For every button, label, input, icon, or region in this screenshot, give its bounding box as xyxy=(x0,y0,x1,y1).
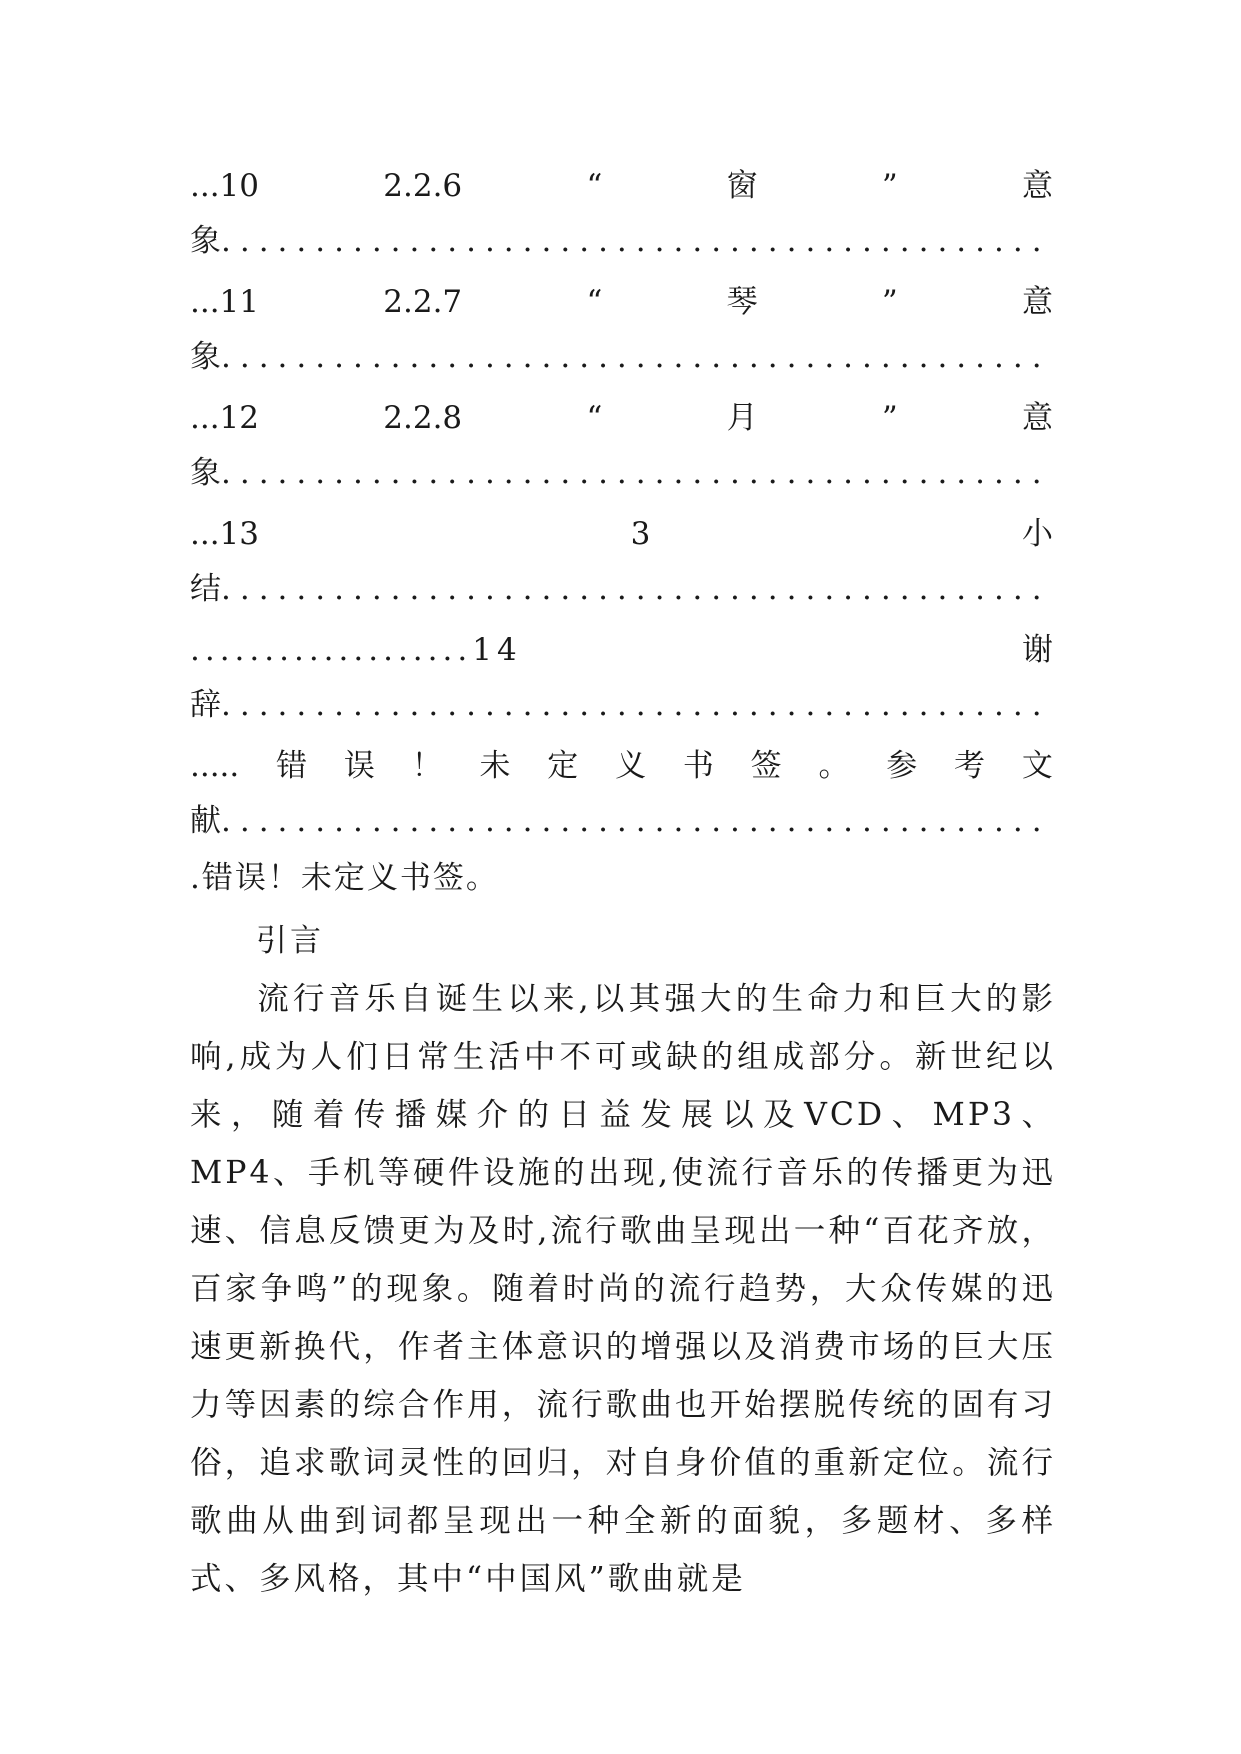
toc-char: 签 xyxy=(750,748,782,784)
toc-leader-dots: ............................................ xyxy=(221,455,1051,491)
toc-leader-dots: ............................................ xyxy=(221,687,1051,723)
body-paragraph xyxy=(190,970,1056,1608)
toc-char: 参 xyxy=(886,748,918,784)
toc-open-quote: “ xyxy=(586,168,603,204)
toc-section-number: 2.2.7 xyxy=(383,284,463,320)
toc-line xyxy=(190,567,1053,611)
toc-char: 。 xyxy=(818,748,850,784)
toc-entry-word: 窗 xyxy=(726,168,758,204)
toc-entry-word: 谢 xyxy=(1022,632,1053,668)
toc-char: 书 xyxy=(682,748,714,784)
toc-close-quote: ” xyxy=(881,168,898,204)
toc-leader-dots: ..... xyxy=(190,748,240,784)
toc-entry-word: 辞 xyxy=(190,687,221,723)
toc-char: 文 xyxy=(1021,748,1053,784)
toc-char: 误 xyxy=(343,748,375,784)
toc-entry-word: 小 xyxy=(1022,516,1053,552)
section-heading: 引言 xyxy=(256,923,324,959)
toc-line xyxy=(190,512,1053,556)
toc-entry-word: 意 xyxy=(1021,168,1053,204)
toc-page-number: ...13 xyxy=(190,516,260,552)
toc-line xyxy=(190,628,1053,672)
toc-char: 考 xyxy=(954,748,986,784)
toc-page-number: ...................14 xyxy=(190,632,522,668)
toc-line xyxy=(190,799,1053,843)
toc-char: 未 xyxy=(479,748,511,784)
toc-line xyxy=(190,744,1053,788)
toc-entry-word: 献 xyxy=(190,803,221,839)
toc-page-number: ...11 xyxy=(190,284,260,320)
toc-leader-dots: ............................................ xyxy=(221,339,1051,375)
toc-line xyxy=(190,396,1053,440)
toc-leader-dots: ............................................ xyxy=(221,223,1051,259)
toc-line xyxy=(190,280,1053,324)
toc-entry-word: 意 xyxy=(1021,400,1053,436)
toc-close-quote: ” xyxy=(881,400,898,436)
paragraph-text: 流行音乐自诞生以来,以其强大的生命力和巨大的影响,成为人们日常生活中不可或缺的组成部分。新世纪以来，随着传播媒介的日益发展以及VCD、MP3、MP4、手机等硬件设施的出现,使流行音乐的传播更为迅速、信息反馈更为及时,流行歌曲呈现出一种“百花齐放，百家争鸣”的现象。随着时尚的流行趋势，大众传媒的迅速更新换代，作者主体意识的增强以及消费市场的巨大压力等因素的综合作用，流行歌曲也开始摆脱传统的固有习俗，追求歌词灵性的回归，对自身价值的重新定位。流行歌曲从曲到词都呈现出一种全新的面貌，多题材、多样式、多风格，其中“中国风”歌曲就是 xyxy=(190,981,1056,1597)
toc-char: ！ xyxy=(411,748,443,784)
toc-open-quote: “ xyxy=(586,284,603,320)
toc-section-number: 2.2.8 xyxy=(383,400,463,436)
toc-line xyxy=(190,451,1053,495)
toc-char: 错 xyxy=(276,748,308,784)
toc-page-number: ...12 xyxy=(190,400,260,436)
toc-leader-dots: ............................................ xyxy=(221,571,1051,607)
toc-error-text: .错误！未定义书签。 xyxy=(190,860,499,896)
toc-char: 定 xyxy=(547,748,579,784)
toc-section-number: 2.2.6 xyxy=(383,168,463,204)
toc-line xyxy=(190,164,1053,208)
toc-entry-word: 月 xyxy=(726,400,758,436)
toc-char: 义 xyxy=(615,748,647,784)
toc-line xyxy=(190,856,1053,900)
toc-entry-word: 象 xyxy=(190,339,221,375)
toc-close-quote: ” xyxy=(881,284,898,320)
toc-line xyxy=(190,335,1053,379)
toc-entry-word: 象 xyxy=(190,223,221,259)
toc-entry-word: 结 xyxy=(190,571,221,607)
toc-line xyxy=(190,219,1053,263)
toc-page-number: ...10 xyxy=(190,168,260,204)
toc-leader-dots: ............................................ xyxy=(221,803,1051,839)
toc-entry-word: 意 xyxy=(1021,284,1053,320)
toc-section-number: 3 xyxy=(630,516,651,552)
toc-entry-word: 琴 xyxy=(726,284,758,320)
toc-open-quote: “ xyxy=(586,400,603,436)
toc-line xyxy=(190,683,1053,727)
toc-entry-word: 象 xyxy=(190,455,221,491)
